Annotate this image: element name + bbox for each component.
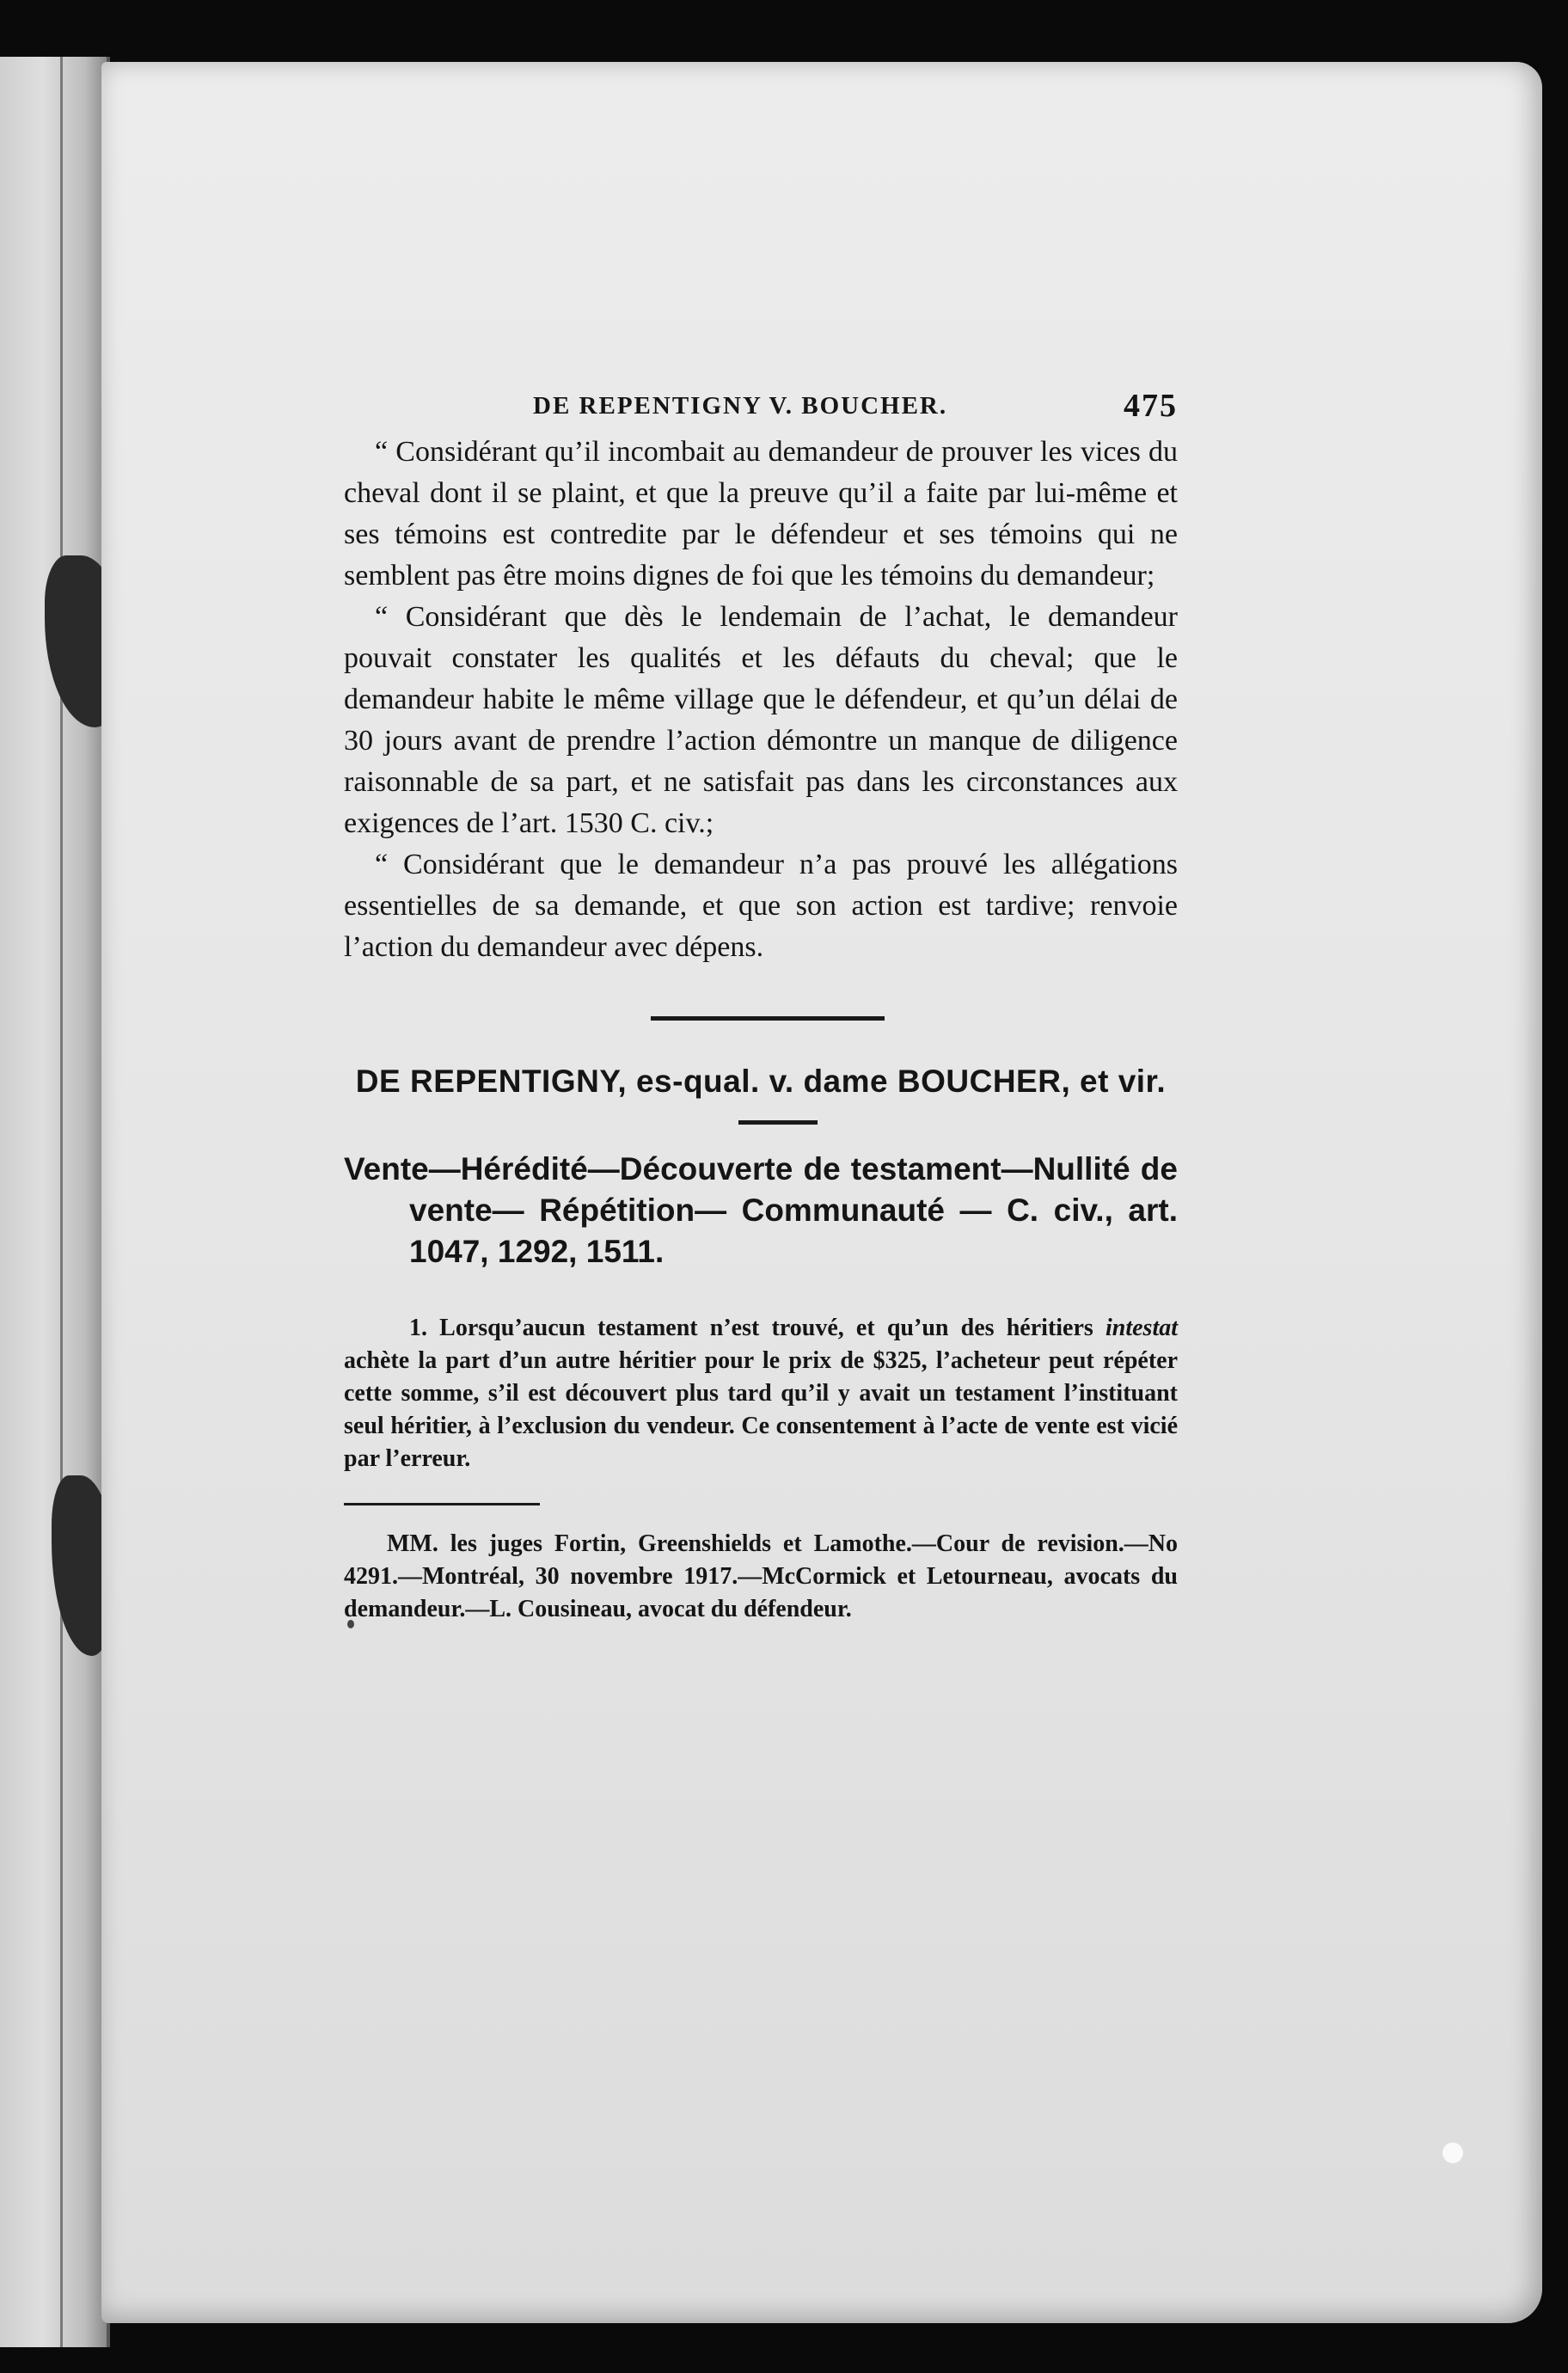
running-head-title: DE REPENTIGNY V. BOUCHER.: [533, 392, 948, 420]
summary-text-start: 1. Lorsqu’aucun testament n’est trouvé, et qu’un des héritiers: [409, 1315, 1106, 1341]
running-head: [344, 383, 1178, 432]
page-speck: [1442, 2143, 1463, 2163]
title-divider: [738, 1120, 818, 1125]
summary-italic-term: intestat: [1105, 1315, 1178, 1341]
text-column: [344, 383, 1178, 1626]
footnote-rule: [344, 1503, 540, 1505]
binding-fold: [60, 57, 63, 2347]
section-divider: [651, 1016, 885, 1021]
court-footnote: MM. les juges Fortin, Greenshields et Lamothe.—Cour de revision.—No 4291.—Montréal, 30 novembre 1917.—McCormick et Letourneau, avocats du demandeur.—L. Cousineau, avocat du défendeur.: [344, 1530, 1178, 1622]
book-binding-edge: [0, 57, 110, 2347]
subject-keywords: Vente—Hérédité—Découverte de testament—Nullité de vente— Répétition— Communauté — C. civ., art. 1047, 1292, 1511.: [344, 1151, 1178, 1269]
paragraph-considerant-2: “ Considérant que dès le lendemain de l’achat, le demandeur pouvait constater les qualités et les défauts du cheval; que le demandeur habite le même village que le défendeur, et qu’un délai de 30 jours avant de prendre l’action démontre un manque de diligence raisonnable de sa part, et ne satisfait pas dans les circonstances aux exigences de l’art. 1530 C. civ.;: [344, 601, 1178, 839]
summary-text-end: achète la part d’un autre héritier pour le prix de $325, l’acheteur peut répéter cette somme, s’il est découvert plus tard qu’il y avait un testament l’instituant seul héritier, à l’exclusion du vendeur. Ce consentement à l’acte de vente est vicié par l’erreur.: [344, 1347, 1178, 1472]
page-number: 475: [1124, 388, 1178, 424]
paragraph-considerant-1: “ Considérant qu’il incombait au demandeur de prouver les vices du cheval dont il se plaint, et que la preuve qu’il a faite par lui-même et ses témoins est contredite par le défendeur et ses témoins qui ne semblent pas être moins dignes de foi que les témoins du demandeur;: [344, 436, 1178, 592]
case-title: DE REPENTIGNY, es-qual. v. dame BOUCHER, et vir.: [355, 1064, 1167, 1099]
paragraph-considerant-3: “ Considérant que le demandeur n’a pas prouvé les allégations essentielles de sa demande, et que son action est tardive; renvoie l’action du demandeur avec dépens.: [344, 849, 1178, 963]
headnote-summary: [344, 1312, 1178, 1475]
